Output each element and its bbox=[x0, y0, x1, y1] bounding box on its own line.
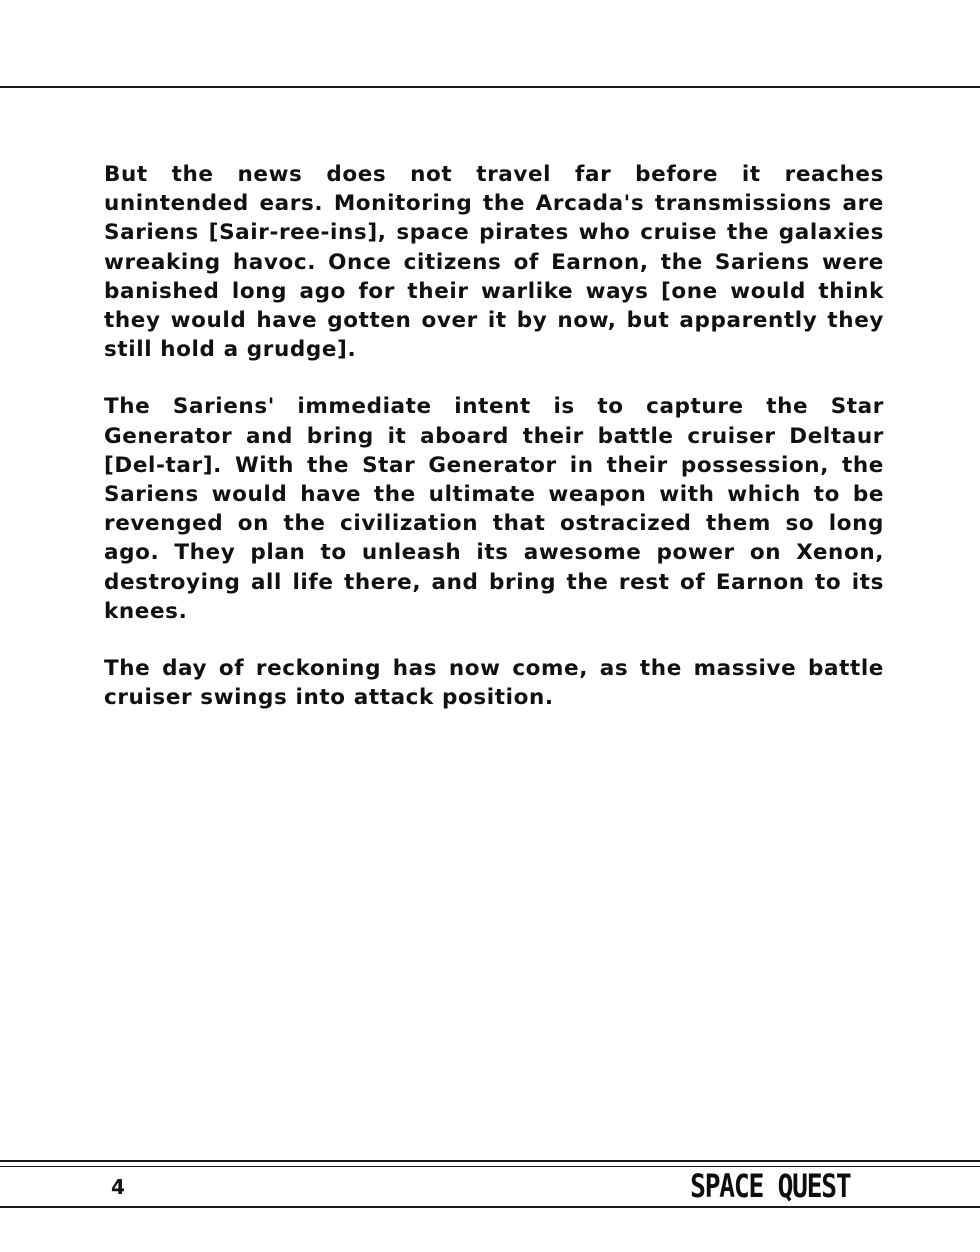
footer-rule-top bbox=[0, 1160, 980, 1162]
paragraph-2: The Sariens' immediate intent is to capture the Star Generator and bring it aboard their battle cruiser Deltaur [Del-tar]. With the Star Generator in their possession, the Sariens would have the ultimate weapon with which to be revenged on the civilization that ostracized them so long ago. They plan to unleash its awesome power on Xenon, destroying all life there, and bring the rest of Earnon to its knees. bbox=[104, 394, 884, 624]
footer-rule-bottom bbox=[0, 1206, 980, 1208]
page-number: 4 bbox=[111, 1175, 125, 1199]
paragraph-1: But the news does not travel far before it reaches unintended ears. Monitoring the Arcada's transmissions are Sariens [Sair-ree-ins], space pirates who cruise the galaxies wreaking havoc. Once citizens of Earnon, the Sariens were banished long ago for their warlike ways [one would think they would have gotten over it by now, but apparently they still hold a grudge]. bbox=[104, 162, 884, 363]
paragraph-3: The day of reckoning has now come, as the massive battle cruiser swings into attack position. bbox=[104, 656, 884, 711]
body-text bbox=[104, 160, 884, 740]
top-rule bbox=[0, 86, 980, 88]
brand-logo-text: SPACE QUEST bbox=[689, 1167, 850, 1205]
